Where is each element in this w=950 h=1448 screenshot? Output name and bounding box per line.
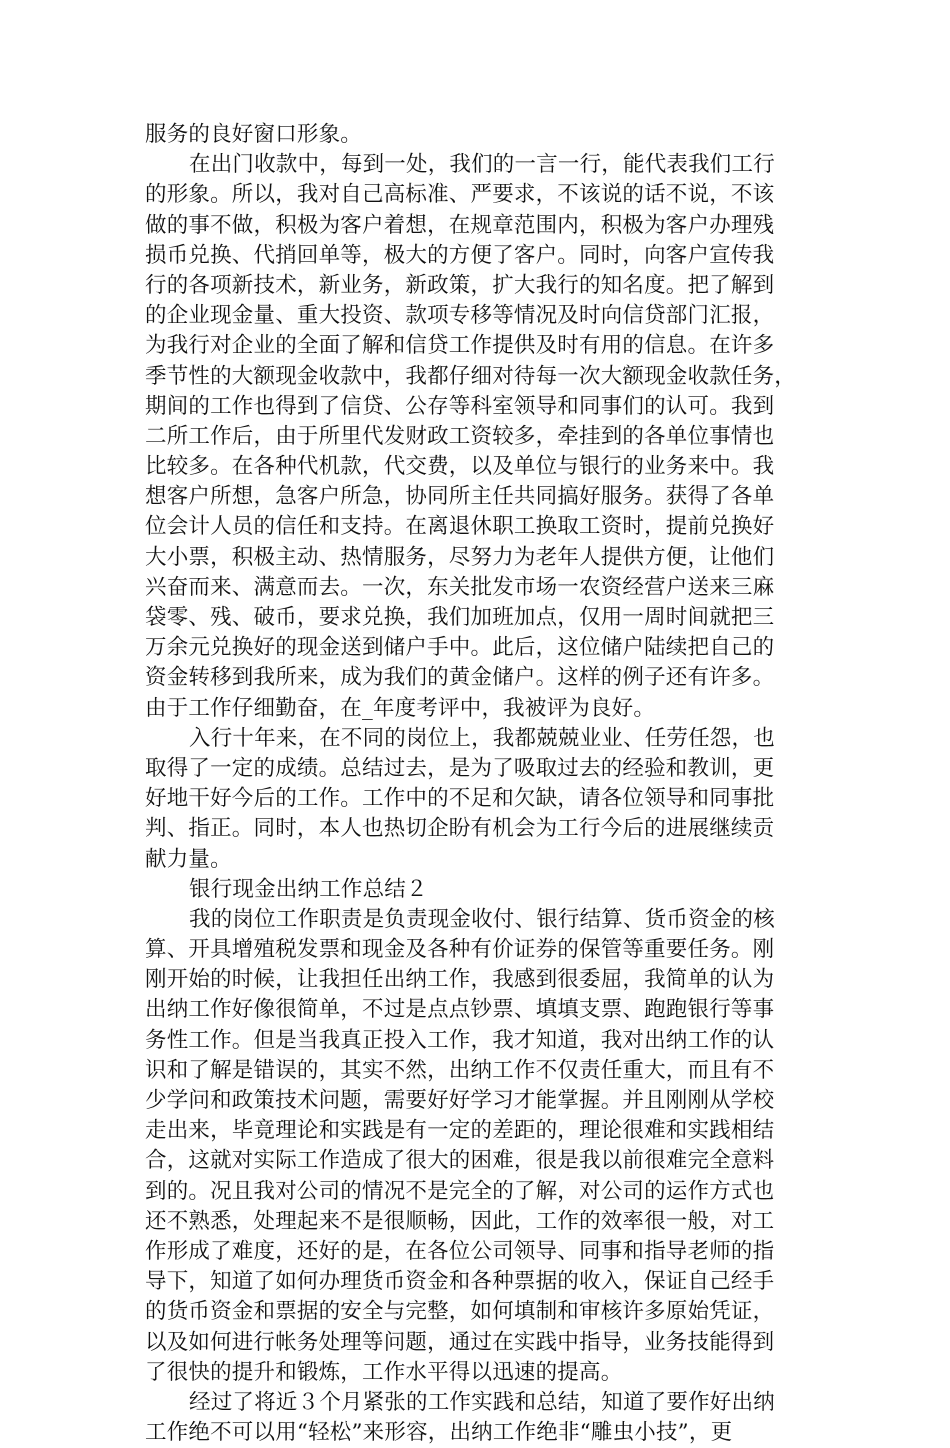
text-line: 袋零、残、破币，要求兑换，我们加班加点，仅用一周时间就把三 xyxy=(145,605,775,630)
text-line: 服务的良好窗口形象。 xyxy=(145,122,363,147)
text-line: 工作绝不可以用“轻松”来形容，出纳工作绝非“雕虫小技”，更 xyxy=(145,1420,733,1446)
text-line: 走出来，毕竟理论和实践是有一定的差距的，理论很难和实践相结 xyxy=(145,1118,775,1144)
text-line: 银行现金出纳工作总结２ xyxy=(189,876,428,902)
text-line: 少学问和政策技术问题，需要好好学习才能掌握。并且刚刚从学校 xyxy=(145,1088,775,1113)
text-line: 还不熟悉，处理起来不是很顺畅，因此，工作的效率很一般，对工 xyxy=(145,1208,775,1234)
text-line: 我的岗位工作职责是负责现金收付、银行结算、货币资金的核 xyxy=(189,906,775,932)
text-line: 合，这就对实际工作造成了很大的困难，很是我以前很难完全意料 xyxy=(145,1148,775,1174)
text-line: 以及如何进行帐务处理等问题，通过在实践中指导，业务技能得到 xyxy=(145,1329,775,1355)
text-line: 出纳工作好像很简单，不过是点点钞票、填填支票、跑跑银行等事 xyxy=(145,997,775,1023)
text-line: 算、开具增殖税发票和现金及各种有价证券的保管等重要任务。刚 xyxy=(145,937,775,963)
text-line: 位会计人员的信任和支持。在离退休职工换取工资时，提前兑换好 xyxy=(145,514,775,540)
text-line: 为我行对企业的全面了解和信贷工作提供及时有用的信息。在许多 xyxy=(145,333,775,359)
text-line: 经过了将近３个月紧张的工作实践和总结，知道了要作好出纳 xyxy=(189,1389,775,1415)
text-line: 的企业现金量、重大投资、款项专移等情况及时向信贷部门汇报， xyxy=(145,303,775,329)
text-line: 务性工作。但是当我真正投入工作，我才知道，我对出纳工作的认 xyxy=(145,1027,775,1053)
text-line: 好地干好今后的工作。工作中的不足和欠缺，请各位领导和同事批 xyxy=(145,786,775,812)
text-line: 入行十年来，在不同的岗位上，我都兢兢业业、任劳任怨，也 xyxy=(189,725,775,751)
text-line: 期间的工作也得到了信贷、公存等科室领导和同事们的认可。我到 xyxy=(145,393,775,419)
text-line: 刚开始的时候，让我担任出纳工作，我感到很委屈，我简单的认为 xyxy=(145,967,775,993)
text-line: 比较多。在各种代机款，代交费，以及单位与银行的业务来中。我 xyxy=(145,454,775,480)
text-line: 的形象。所以，我对自己高标准、严要求，不该说的话不说，不该 xyxy=(145,182,775,208)
text-line: 导下，知道了如何办理货币资金和各种票据的收入，保证自己经手 xyxy=(145,1269,775,1295)
text-line: 识和了解是错误的，其实不然，出纳工作不仅责任重大，而且有不 xyxy=(145,1057,775,1083)
text-line: 取得了一定的成绩。总结过去，是为了吸取过去的经验和教训，更 xyxy=(145,755,775,781)
text-line: 损币兑换、代捎回单等，极大的方便了客户。同时，向客户宣传我 xyxy=(145,242,775,268)
text-line: 大小票，积极主动、热情服务，尽努力为老年人提供方便，让他们 xyxy=(145,544,775,570)
text-line: 兴奋而来、满意而去。一次，东关批发市场一农资经营户送来三麻 xyxy=(145,574,775,600)
text-line: 季节性的大额现金收款中，我都仔细对待每一次大额现金收款任务， xyxy=(145,363,797,389)
text-line: 二所工作后，由于所里代发财政工资较多，牵挂到的各单位事情也 xyxy=(145,423,775,449)
text-line: 判、指正。同时，本人也热切企盼有机会为工行今后的进展继续贡 xyxy=(145,816,775,842)
text-line: 到的。况且我对公司的情况不是完全的了解，对公司的运作方式也 xyxy=(145,1178,775,1204)
text-line: 在出门收款中，每到一处，我们的一言一行，能代表我们工行 xyxy=(189,152,775,178)
text-line: 行的各项新技术，新业务，新政策，扩大我行的知名度。把了解到 xyxy=(145,272,775,298)
text-line: 的货币资金和票据的安全与完整，如何填制和审核许多原始凭证， xyxy=(145,1299,775,1325)
text-line: 由于工作仔细勤奋，在_年度考评中，我被评为良好。 xyxy=(145,695,656,721)
document-body xyxy=(145,120,815,1448)
text-line: 万余元兑换好的现金送到储户手中。此后，这位储户陆续把自己的 xyxy=(145,635,775,661)
text-line: 资金转移到我所来，成为我们的黄金储户。这样的例子还有许多。 xyxy=(145,665,775,691)
text-line: 献力量。 xyxy=(145,846,232,872)
text-line: 想客户所想，急客户所急，协同所主任共同搞好服务。获得了各单 xyxy=(145,484,775,510)
text-line: 做的事不做，积极为客户着想，在规章范围内，积极为客户办理残 xyxy=(145,212,775,238)
text-line: 了很快的提升和锻炼，工作水平得以迅速的提高。 xyxy=(145,1359,623,1385)
text-line: 作形成了难度，还好的是，在各位公司领导、同事和指导老师的指 xyxy=(145,1238,775,1264)
